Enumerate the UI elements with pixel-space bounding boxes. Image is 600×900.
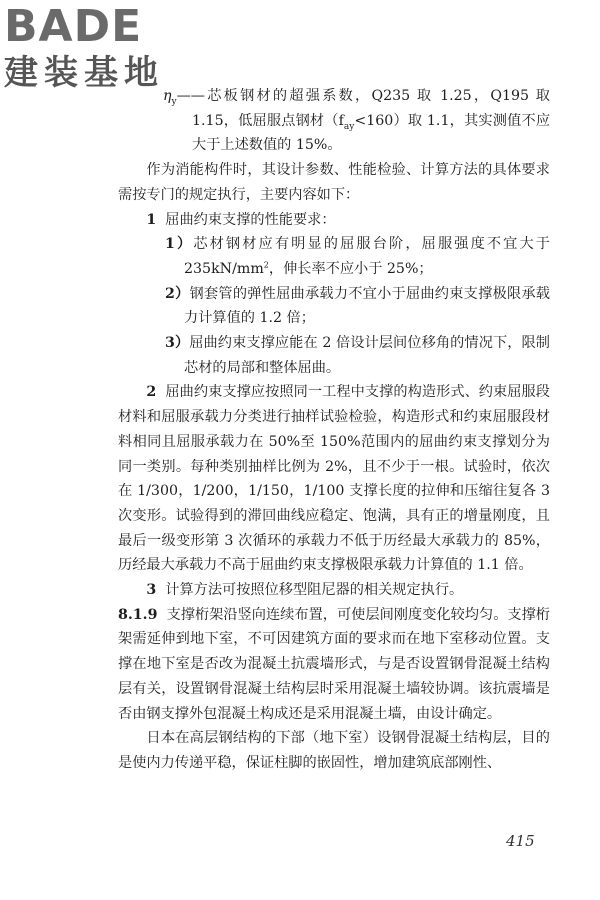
section-text: 支撑桁架沿竖向连续布置，可使层间刚度变化较均匀。支撑桁架需延伸到地下室，不可因建筑方面的要求而在地下室移动位置。支撑在地下室是否改为混凝土抗震墙形式，与是否设置钢骨混凝土结构层有关，设置钢骨混凝土结构层时采用混凝土墙较协调。该抗震墙是否由钢支撑外包混凝土构成还是采用混凝土墙，由设计确定。 [118,606,550,722]
item-number: 2 [146,384,157,401]
subitem-3 [118,331,550,380]
superscript: 2 [263,260,269,270]
section-number: 8.1.9 [118,606,158,623]
logo-brand-part: DE [73,1,143,52]
item-3 [118,578,550,603]
eta-text: 值不应大于上述数值的 15%。 [192,112,551,154]
subitem-number: 1） [165,236,194,253]
item-text: 计算方法可按照位移型阻尼器的相关规定执行。 [165,582,464,599]
page-number: 415 [506,832,535,850]
eta-subscript: y [171,96,177,107]
paragraph: 作为消能构件时，其设计参数、性能检验、计算方法的具体要求需按专门的规定执行，主要内容如下： [118,162,550,203]
eta-symbol: η [163,88,172,104]
eta-text: <160）取 1.1，其实测 [354,112,508,129]
subitem-text: 钢套管的弹性屈曲承载力不宜小于屈曲约束支撑极限承载力计算值的 1.2 倍； [184,285,550,327]
subitem-2 [118,282,550,331]
item-1 [118,208,550,233]
fay-subscript: ay [343,121,355,132]
logo-subtitle: 建装基地 [4,53,164,93]
section-8-1-9 [118,603,550,727]
subitem-text: ，伸长率不应小于 25%； [268,260,433,277]
subitem-number: 3） [165,335,190,352]
logo-brand-part: BA [4,1,74,52]
item-text: 屈曲约束支撑的性能要求： [165,211,336,228]
eta-definition [118,84,550,158]
item-2 [118,380,550,578]
subitem-number: 2） [165,285,190,302]
logo-brand [4,2,184,52]
item-text: 屈曲约束支撑应按照同一工程中支撑的构造形式、约束屈服段材料和屈服承载力分类进行抽样试验检验，构造形式和约束屈服段材料相同且屈服承载力在 50%至 150%范围内的屈曲约束支撑划分为同一类别。每种类别抽样比例为 2%，且不少于一根。试验时，依次在 1/300，1/200，1/150，1/100 支撑长度的拉伸和压缩往复各 3 次变形。试验得到的滞回曲线应稳定、饱满，具有正的增量刚度，且最后一级变形第 3 次循环的承载力不低于历经最大承载力的 85%，历经最大承载力不高于屈曲约束支撑极限承载力计算值的 1.1 倍。 [118,384,550,574]
item-number: 1 [146,211,157,228]
eta-text: 1.15，低屈服点钢材（f [192,112,344,129]
subitem-1 [118,232,550,281]
paragraph: 日本在高层钢结构的下部（地下室）设钢骨混凝土结构层，目的是使内力传递平稳，保证柱脚的嵌固性，增加建筑底部刚性、 [118,730,550,771]
item-number: 3 [146,582,157,599]
eta-text: ——芯板钢材的超强系数，Q235 取 1.25，Q195 取 [176,88,550,104]
subitem-text: 芯材钢材应有明显的屈服台阶，屈服强度不宜大于 235kN/mm [184,236,550,277]
document-body [118,84,550,776]
subitem-text: 屈曲约束支撑应能在 2 倍设计层间位移角的情况下，限制芯材的局部和整体屈曲。 [184,335,550,376]
